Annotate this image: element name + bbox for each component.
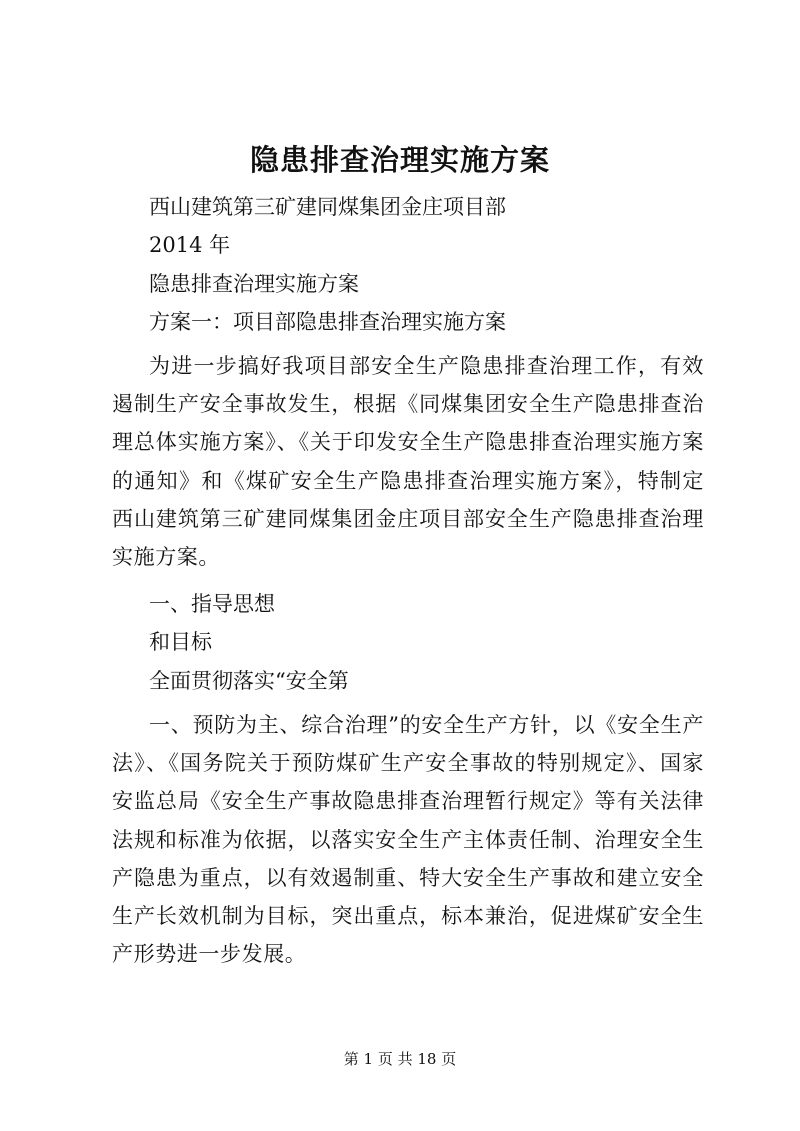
section-heading-part1: 一、指导思想: [149, 592, 275, 616]
year-line: 2014 年: [149, 233, 231, 257]
section-heading-part2: 和目标: [149, 630, 212, 654]
subtitle-line: 隐患排查治理实施方案: [149, 272, 359, 296]
lead-line: 全面贯彻落实“安全第: [149, 669, 349, 693]
intro-paragraph: 为进一步搞好我项目部安全生产隐患排查治理工作，有效遏制生产安全事故发生，根据《同煤集团安全生产隐患排查治理总体实施方案》、《关于印发安全生产隐患排查治理实施方案的通知》和《煤矿安全生产隐患排查治理实施方案》，特制定西山建筑第三矿建同煤集团金庄项目部安全生产隐患排查治理实施方案。: [112, 354, 704, 570]
organization-line: 西山建筑第三矿建同煤集团金庄项目部: [149, 195, 506, 219]
guideline-paragraph: 一、预防为主、综合治理”的安全生产方针，以《安全生产法》、《国务院关于预防煤矿生产安全事故的特别规定》、国家安监总局《安全生产事故隐患排查治理暂行规定》等有关法律法规和标准为依据，以落实安全生产主体责任制、治理安全生产隐患为重点，以有效遏制重、特大安全生产事故和建立安全生产长效机制为目标，突出重点，标本兼治，促进煤矿安全生产形势进一步发展。: [112, 713, 704, 967]
page-indicator: 第 1 页 共 18 页: [343, 1050, 457, 1068]
document-title: 隐患排查治理实施方案: [249, 143, 550, 177]
plan-heading: 方案一：项目部隐患排查治理实施方案: [149, 310, 506, 334]
